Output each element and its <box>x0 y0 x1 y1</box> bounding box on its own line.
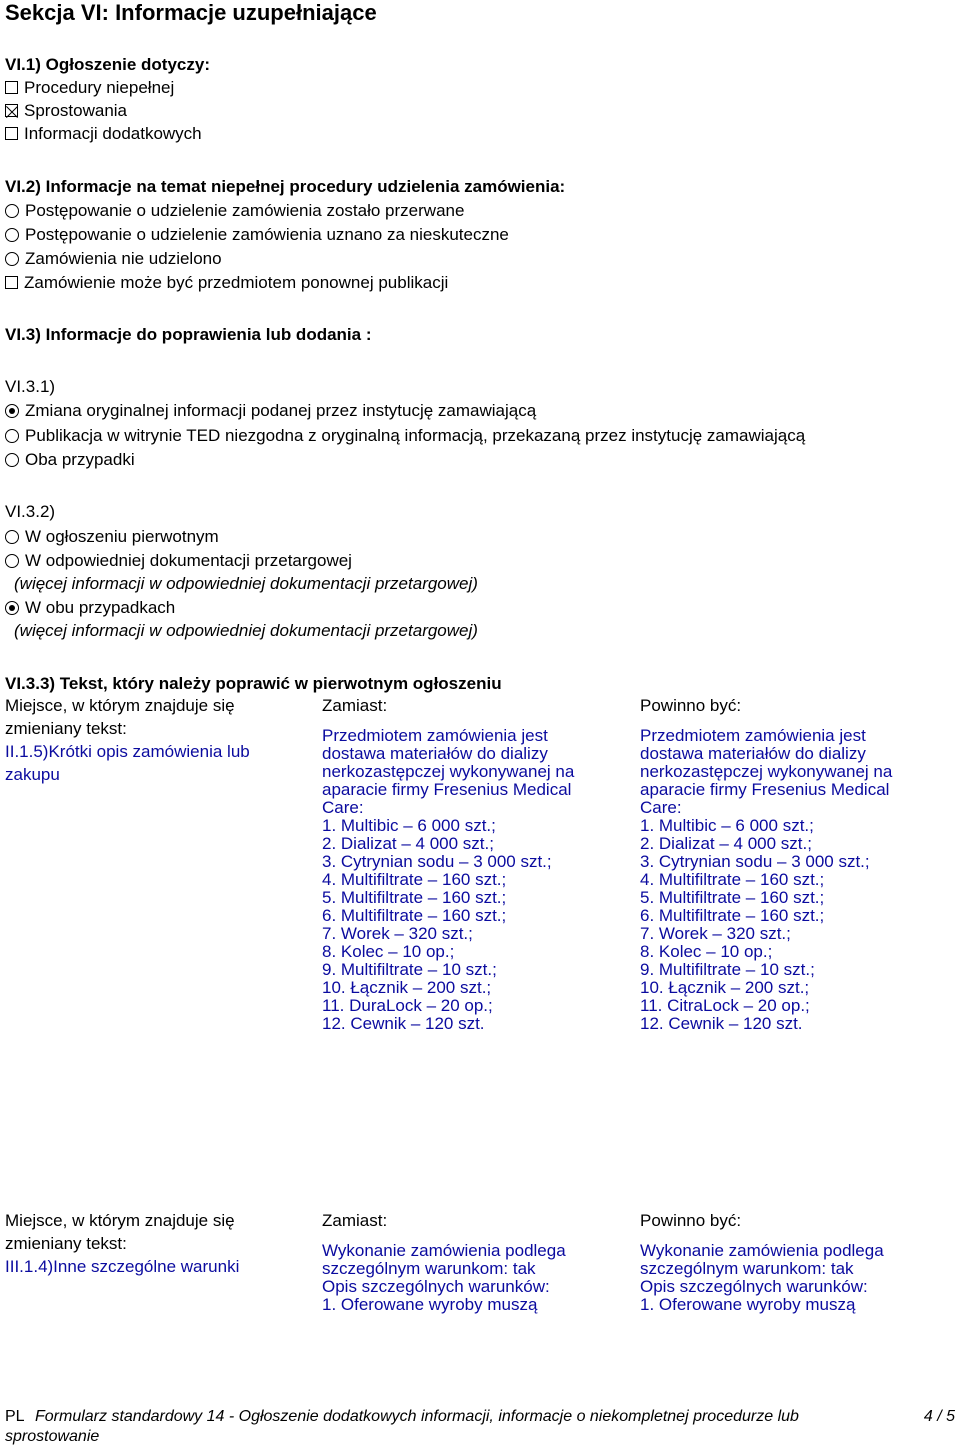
text-line: Opis szczególnych warunków: <box>322 1277 550 1296</box>
vi1-option-sprostowania[interactable] <box>5 99 127 122</box>
col-instead-label: Zamiast: <box>322 1211 388 1230</box>
text-line: aparacie firmy Fresenius Medical <box>640 780 890 799</box>
radio-icon <box>5 530 19 544</box>
text-line: szczególnym warunkom: tak <box>640 1259 854 1278</box>
text-line: 5. Multifiltrate – 160 szt.; <box>640 888 825 907</box>
checkbox-checked-icon <box>5 104 18 117</box>
vi2-radio-label: Zamówienia nie udzielono <box>25 249 222 268</box>
vi1-option-informacji[interactable] <box>5 122 202 145</box>
text-line: 1. Multibic – 6 000 szt.; <box>322 816 496 835</box>
vi2-radio-nieskuteczne[interactable] <box>5 223 509 246</box>
block2-instead-text <box>322 1242 566 1314</box>
vi1-option-label: Informacji dodatkowych <box>24 124 202 143</box>
block1-should-text <box>640 727 892 1033</box>
vi32-radio-label: W obu przypadkach <box>25 598 176 617</box>
text-line: Przedmiotem zamówienia jest <box>640 726 866 745</box>
col-instead-label: Zamiast: <box>322 696 388 715</box>
text-line: Przedmiotem zamówienia jest <box>322 726 548 745</box>
text-line: 12. Cewnik – 120 szt. <box>640 1014 803 1033</box>
vi2-checkbox-ponowna-publikacja[interactable] <box>5 271 448 294</box>
col-should-label: Powinno być: <box>640 696 742 715</box>
text-line: szczególnym warunkom: tak <box>322 1259 536 1278</box>
col-place-label: Miejsce, w którym znajduje się zmieniany tekst: <box>5 1211 235 1253</box>
col-should-label: Powinno być: <box>640 1211 742 1230</box>
vi31-radio-label: Publikacja w witrynie TED niezgodna z oryginalną informacją, przekazaną przez instytucję zamawiającą <box>25 426 806 445</box>
vi33-heading: VI.3.3) Tekst, który należy poprawić w pierwotnym ogłoszeniu <box>5 674 502 693</box>
vi1-option-label: Procedury niepełnej <box>24 78 175 97</box>
block1-place: II.1.5)Krótki opis zamówienia lub zakupu <box>5 742 250 784</box>
vi31-radio-label: Oba przypadki <box>25 450 135 469</box>
text-line: 3. Cytrynian sodu – 3 000 szt.; <box>640 852 870 871</box>
vi31-radio-oba[interactable] <box>5 448 135 471</box>
text-line: 10. Łącznik – 200 szt.; <box>640 978 810 997</box>
text-line: dostawa materiałów do dializy <box>640 744 866 763</box>
vi2-radio-label: Postępowanie o udzielenie zamówienia zostało przerwane <box>25 201 465 220</box>
text-line: Wykonanie zamówienia podlega <box>322 1241 566 1260</box>
text-line: Opis szczególnych warunków: <box>640 1277 868 1296</box>
text-line: 4. Multifiltrate – 160 szt.; <box>322 870 507 889</box>
text-line: 8. Kolec – 10 op.; <box>640 942 773 961</box>
text-line: 11. CitraLock – 20 op.; <box>640 996 810 1015</box>
vi2-heading: VI.2) Informacje na temat niepełnej procedury udzielenia zamówienia: <box>5 177 566 196</box>
vi32-radio-pierwotnym[interactable] <box>5 525 219 548</box>
radio-icon <box>5 228 19 242</box>
text-line: 4. Multifiltrate – 160 szt.; <box>640 870 825 889</box>
text-line: 7. Worek – 320 szt.; <box>322 924 473 943</box>
text-line: Care: <box>322 798 364 817</box>
text-line: 7. Worek – 320 szt.; <box>640 924 791 943</box>
footer-form-name: Formularz standardowy 14 - Ogłoszenie dodatkowych informacji, informacje o niekompletnej procedurze lub <box>35 1408 799 1425</box>
vi2-checkbox-label: Zamówienie może być przedmiotem ponownej publikacji <box>24 273 449 292</box>
vi1-option-procedury[interactable] <box>5 76 174 99</box>
checkbox-icon <box>5 276 18 289</box>
block2-should-text <box>640 1242 884 1314</box>
text-line: 1. Oferowane wyroby muszą <box>640 1295 856 1314</box>
text-line: dostawa materiałów do dializy <box>322 744 548 763</box>
vi32-radio-label: W odpowiedniej dokumentacji przetargowej <box>25 551 352 570</box>
text-line: 1. Oferowane wyroby muszą <box>322 1295 538 1314</box>
text-line: 8. Kolec – 10 op.; <box>322 942 455 961</box>
vi31-radio-zmiana[interactable] <box>5 399 536 422</box>
section-title: Sekcja VI: Informacje uzupełniające <box>5 0 377 25</box>
text-line: 3. Cytrynian sodu – 3 000 szt.; <box>322 852 552 871</box>
footer-form-name-cont: sprostowanie <box>5 1428 100 1445</box>
text-line: 2. Dializat – 4 000 szt.; <box>322 834 494 853</box>
vi32-radio-dokumentacji[interactable] <box>5 549 352 572</box>
text-line: nerkozastępczej wykonywanej na <box>640 762 893 781</box>
vi2-radio-przerwane[interactable] <box>5 199 464 222</box>
checkbox-icon <box>5 81 18 94</box>
block1-instead-text <box>322 727 574 1033</box>
vi31-radio-ted[interactable] <box>5 424 805 447</box>
vi2-radio-nie-udzielono[interactable] <box>5 247 222 270</box>
radio-icon <box>5 554 19 568</box>
vi32-radio-label: W ogłoszeniu pierwotnym <box>25 527 219 546</box>
footer-page-number: 4 / 5 <box>923 1408 955 1425</box>
text-line: 1. Multibic – 6 000 szt.; <box>640 816 814 835</box>
vi32-radio-obu[interactable] <box>5 596 175 619</box>
text-line: 10. Łącznik – 200 szt.; <box>322 978 492 997</box>
radio-icon <box>5 453 19 467</box>
col-place-label: Miejsce, w którym znajduje się zmieniany tekst: <box>5 696 235 738</box>
footer-lang: PL <box>5 1408 25 1425</box>
text-line: 2. Dializat – 4 000 szt.; <box>640 834 812 853</box>
vi31-heading: VI.3.1) <box>5 377 56 396</box>
text-line: 12. Cewnik – 120 szt. <box>322 1014 485 1033</box>
radio-selected-icon <box>5 404 19 418</box>
text-line: Wykonanie zamówienia podlega <box>640 1241 884 1260</box>
text-line: 9. Multifiltrate – 10 szt.; <box>322 960 497 979</box>
vi32-heading: VI.3.2) <box>5 502 56 521</box>
radio-selected-icon <box>5 601 19 615</box>
text-line: aparacie firmy Fresenius Medical <box>322 780 572 799</box>
text-line: 11. DuraLock – 20 op.; <box>322 996 493 1015</box>
text-line: 6. Multifiltrate – 160 szt.; <box>322 906 507 925</box>
vi31-radio-label: Zmiana oryginalnej informacji podanej przez instytucję zamawiającą <box>25 401 537 420</box>
vi3-heading: VI.3) Informacje do poprawienia lub dodania : <box>5 325 372 344</box>
checkbox-icon <box>5 127 18 140</box>
vi1-option-label: Sprostowania <box>24 101 128 120</box>
text-line: Care: <box>640 798 682 817</box>
text-line: 9. Multifiltrate – 10 szt.; <box>640 960 815 979</box>
radio-icon <box>5 252 19 266</box>
radio-icon <box>5 204 19 218</box>
text-line: 5. Multifiltrate – 160 szt.; <box>322 888 507 907</box>
text-line: nerkozastępczej wykonywanej na <box>322 762 575 781</box>
vi32-note: (więcej informacji w odpowiedniej dokumentacji przetargowej) <box>14 574 478 593</box>
vi1-heading: VI.1) Ogłoszenie dotyczy: <box>5 55 210 74</box>
vi32-note: (więcej informacji w odpowiedniej dokumentacji przetargowej) <box>14 621 478 640</box>
text-line: 6. Multifiltrate – 160 szt.; <box>640 906 825 925</box>
block2-place: III.1.4)Inne szczególne warunki <box>5 1257 240 1276</box>
vi2-radio-label: Postępowanie o udzielenie zamówienia uznano za nieskuteczne <box>25 225 509 244</box>
radio-icon <box>5 429 19 443</box>
